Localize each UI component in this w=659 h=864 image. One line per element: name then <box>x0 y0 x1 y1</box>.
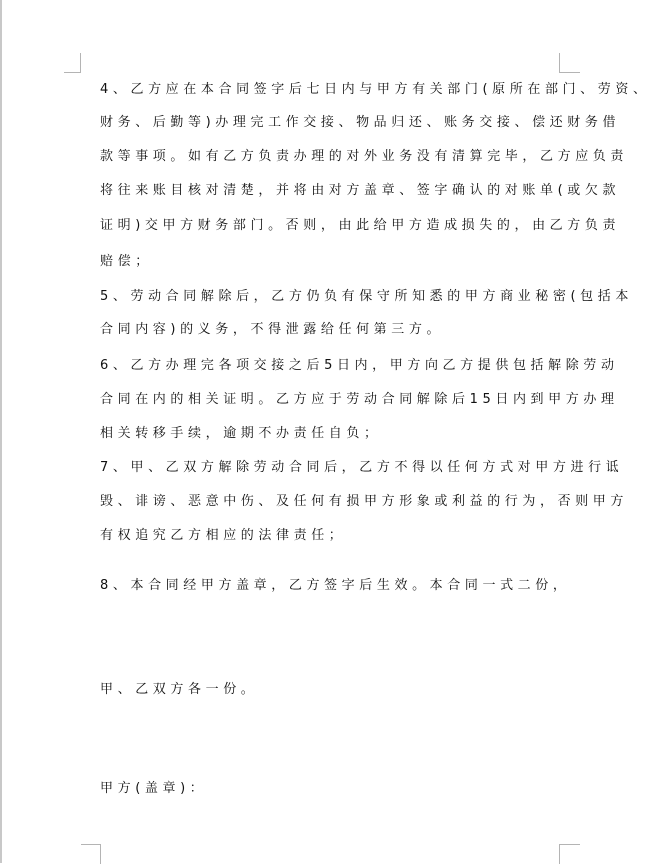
clause-4-line-5: 证明)交甲方财务部门。否则，由此给甲方造成损失的，由乙方负责 <box>100 218 621 233</box>
party-a-seal-label: 甲方(盖章)： <box>100 781 208 796</box>
margin-corner-bottom-right <box>559 844 580 864</box>
clause-4-line-3: 款等事项。如有乙方负责办理的对外业务没有清算完毕，乙方应负责 <box>100 149 629 164</box>
clause-6-line-2: 合同在内的相关证明。乙方应于劳动合同解除后15日内到甲方办理 <box>100 392 619 407</box>
clause-6-line-1: 6、乙方办理完各项交接之后5日内，甲方向乙方提供包括解除劳动 <box>100 358 619 373</box>
clause-4-line-1: 4、乙方应在本合同签字后七日内与甲方有关部门(原所在部门、劳资、 <box>100 82 651 97</box>
margin-corner-bottom-left <box>81 844 101 864</box>
page-left-edge <box>0 0 2 863</box>
clause-8-line-2: 甲、乙双方各一份。 <box>100 682 259 697</box>
clause-5-line-1: 5、劳动合同解除后，乙方仍负有保守所知悉的甲方商业秘密(包括本 <box>100 289 633 304</box>
clause-4-line-4: 将往来账目核对清楚，并将由对方盖章、签字确认的对账单(或欠款 <box>100 183 621 198</box>
margin-corner-top-right <box>559 53 580 73</box>
clause-8-line-1: 8、本合同经甲方盖章，乙方签字后生效。本合同一式二份， <box>100 578 571 593</box>
clause-6-line-3: 相关转移手续，逾期不办责任自负； <box>100 426 382 441</box>
clause-7-line-2: 毁、诽谤、恶意中伤、及任何有损甲方形象或利益的行为，否则甲方 <box>100 494 629 509</box>
margin-corner-top-left <box>64 53 81 73</box>
clause-7-line-3: 有权追究乙方相应的法律责任； <box>100 528 347 543</box>
clause-5-line-2: 合同内容)的义务，不得泄露给任何第三方。 <box>100 322 445 337</box>
clause-4-line-2: 财务、后勤等)办理完工作交接、物品归还、账务交接、偿还财务借 <box>100 115 621 130</box>
clause-4-line-6: 赔偿； <box>100 254 153 269</box>
clause-7-line-1: 7、甲、乙双方解除劳动合同后，乙方不得以任何方式对甲方进行诋 <box>100 460 624 475</box>
